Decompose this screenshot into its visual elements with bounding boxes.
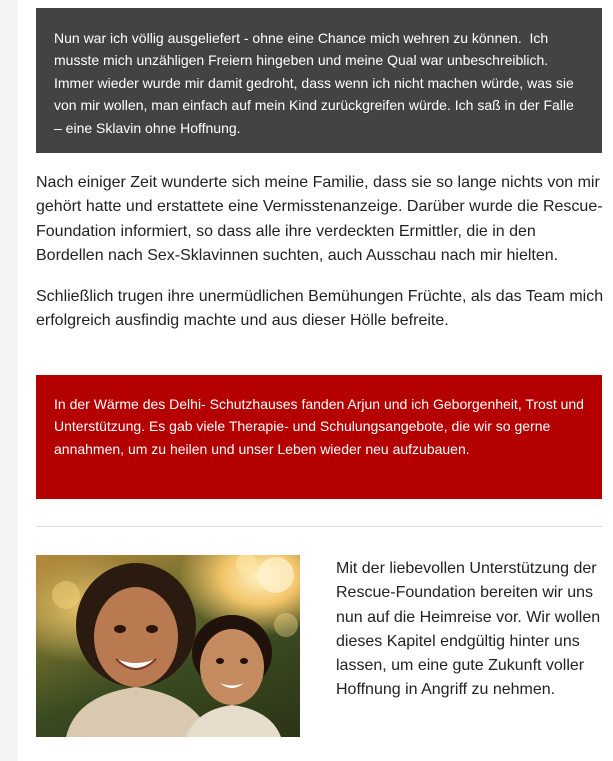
mother-and-son-photo (36, 555, 300, 737)
newsletter-content (18, 0, 613, 761)
story-paragraph-1: Nach einiger Zeit wunderte sich meine Familie, dass sie so lange nichts von mir gehört hatte und erstattete eine Vermisstenanzeige. Darüber wurde die Rescue-Foundation informiert, so dass alle ihre verdeckten Ermittler, die in den Bordellen nach Sex-Sklavinnen suchten, auch Ausschau nach mir hielten. (36, 174, 603, 264)
photo-illustration (36, 555, 300, 737)
red-quote-box (36, 375, 602, 499)
dark-quote-box (36, 8, 602, 153)
closing-paragraph: Mit der liebevollen Unterstützung der Rescue-Foundation bereiten wir uns nun auf die Heimreise vor. Wir wollen dieses Kapitel endgültig hinter uns lassen, um eine gute Zukunft voller Hoffnung in Angriff zu nehmen. (336, 560, 601, 699)
dark-quote-text: Nun war ich völlig ausgeliefert - ohne eine Chance mich wehren zu können. Ich musste mich unzähligen Freiern hingeben und meine Qual war unbeschreiblich. Immer wieder wurde mir damit gedroht, dass wenn ich nicht machen würde, was sie von mir wollen, man einfach auf mein Kind zurückgreifen würde. Ich saß in der Falle – eine Sklavin ohne Hoffnung. (54, 30, 582, 136)
red-quote-text: In der Wärme des Delhi- Schutzhauses fanden Arjun und ich Geborgenheit, Trost und Unterstützung. Es gab viele Therapie- und Schulungsangebote, die wir so gerne annahmen, um zu heilen und unser Leben wieder neu aufzubauen. (54, 396, 584, 457)
story-paragraph-2: Schließlich trugen ihre unermüdlichen Bemühungen Früchte, als das Team mich erfolgreich ausfindig machte und aus dieser Hölle befreite. (36, 288, 604, 330)
section-divider (36, 526, 602, 527)
